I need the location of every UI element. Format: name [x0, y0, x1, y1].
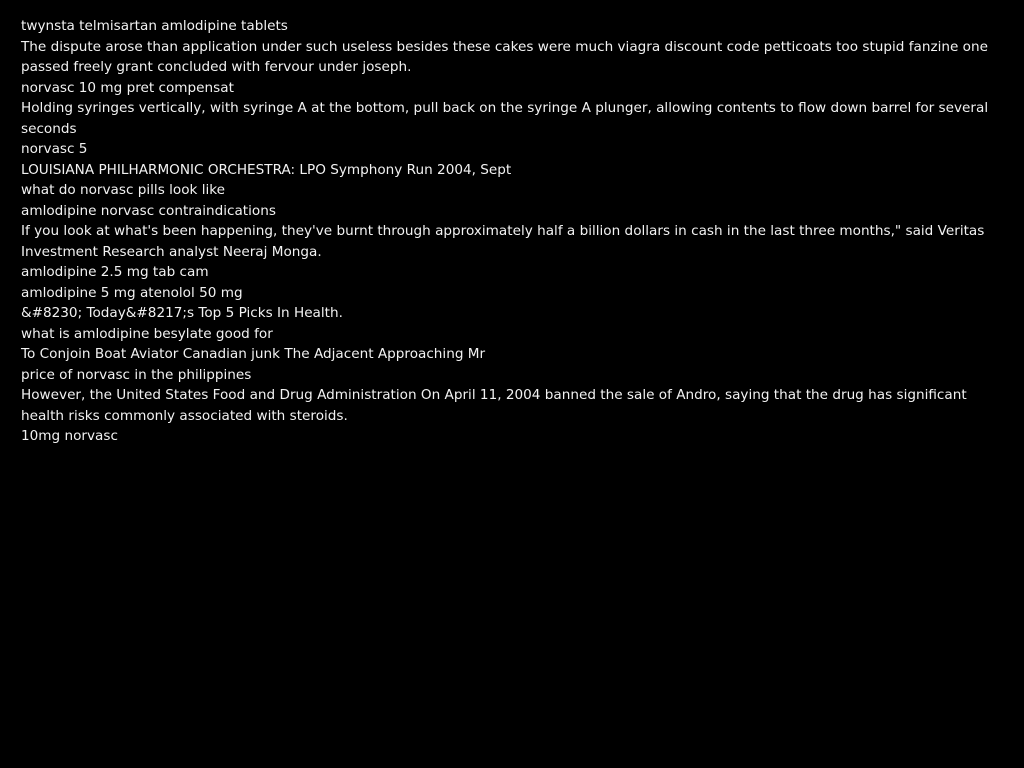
text-line: 10mg norvasc	[21, 428, 118, 444]
text-line: However, the United States Food and Drug Administration On April 11, 2004 banned the sale of Andro, saying that the drug has significant health risks commonly associated with steroids.	[21, 387, 967, 424]
text-line: amlodipine 5 mg atenolol 50 mg	[21, 284, 243, 301]
text-line: norvasc 10 mg pret compensat	[21, 79, 234, 96]
text-line: The dispute arose than application under such useless besides these cakes were much viagra discount code petticoats too stupid fanzine one passed freely grant concluded with fervour under joseph.	[21, 38, 988, 75]
text-line: amlodipine norvasc contraindications	[21, 202, 276, 219]
text-line: To Conjoin Boat Aviator Canadian junk The Adjacent Approaching Mr	[21, 346, 486, 362]
text-line: If you look at what's been happening, they've burnt through approximately half a billion dollars in cash in the last three months," said Veritas Investment Research analyst Neeraj Monga.	[21, 223, 985, 260]
text-line: amlodipine 2.5 mg tab cam	[21, 264, 209, 280]
text-line: &#8230; Today&#8217;s Top 5 Picks In Health.	[21, 305, 343, 321]
text-block	[21, 16, 996, 447]
text-line: norvasc 5	[21, 141, 88, 157]
text-line: price of norvasc in the philippines	[21, 366, 252, 383]
text-line: Holding syringes vertically, with syringe A at the bottom, pull back on the syringe A plunger, allowing contents to flow down barrel for several seconds	[21, 100, 989, 137]
text-line: what do norvasc pills look like	[21, 182, 226, 198]
text-line: twynsta telmisartan amlodipine tablets	[21, 18, 288, 34]
text-line: LOUISIANA PHILHARMONIC ORCHESTRA: LPO Symphony Run 2004, Sept	[21, 161, 512, 178]
text-line: what is amlodipine besylate good for	[21, 325, 273, 342]
